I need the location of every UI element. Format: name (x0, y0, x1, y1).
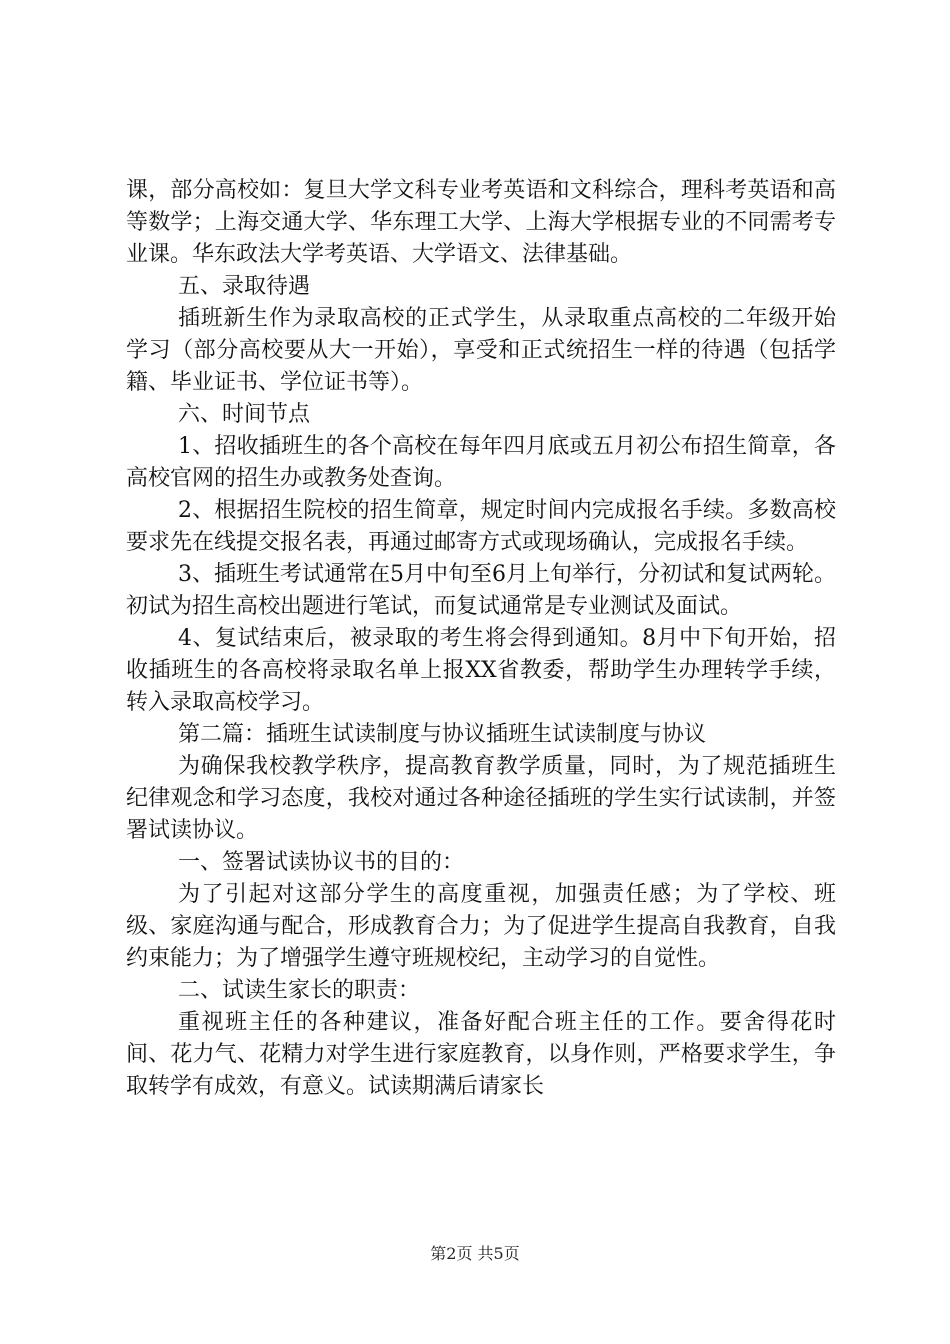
paragraph: 插班新生作为录取高校的正式学生，从录取重点高校的二年级开始学习（部分高校要从大一开始），享受和正式统招生一样的待遇（包括学籍、毕业证书、学位证书等）。 (126, 306, 836, 395)
paragraph: 为了引起对这部分学生的高度重视，加强责任感；为了学校、班级、家庭沟通与配合，形成教育合力；为了促进学生提高自我教育，自我约束能力；为了增强学生遵守班规校纪，主动学习的自觉性。 (126, 882, 836, 971)
paragraph: 重视班主任的各种建议，准备好配合班主任的工作。要舍得花时间、花力气、花精力对学生进行家庭教育，以身作则，严格要求学生，争取转学有成效，有意义。试读期满后请家长 (126, 1010, 836, 1099)
list-item: 2、根据招生院校的招生简章，规定时间内完成报名手续。多数高校要求先在线提交报名表，再通过邮寄方式或现场确认，完成报名手续。 (126, 498, 836, 555)
section-heading-timeline: 六、时间节点 (178, 402, 311, 427)
list-item: 3、插班生考试通常在5月中旬至6月上旬举行，分初试和复试两轮。初试为招生高校出题进行笔试，而复试通常是专业测试及面试。 (126, 562, 836, 619)
list-item: 1、招收插班生的各个高校在每年四月底或五月初公布招生简章，各高校官网的招生办或教务处查询。 (126, 434, 836, 491)
chapter-title: 第二篇：插班生试读制度与协议插班生试读制度与协议 (178, 722, 707, 747)
section-heading-purpose: 一、签署试读协议书的目的： (178, 850, 465, 875)
page-number-footer: 第2页 共5页 (430, 1244, 520, 1263)
section-heading-parent-duties: 二、试读生家长的职责： (178, 978, 421, 1003)
section-heading-admission-benefits: 五、录取待遇 (178, 274, 311, 299)
document-body (126, 175, 836, 1103)
list-item: 4、复试结束后，被录取的考生将会得到通知。8月中下旬开始，招收插班生的各高校将录取名单上报XX省教委，帮助学生办理转学手续，转入录取高校学习。 (126, 626, 836, 715)
paragraph-continuation: 课，部分高校如：复旦大学文科专业考英语和文科综合，理科考英语和高等数学；上海交通大学、华东理工大学、上海大学根据专业的不同需考专业课。华东政法大学考英语、大学语文、法律基础。 (126, 178, 836, 267)
paragraph: 为确保我校教学秩序，提高教育教学质量，同时，为了规范插班生纪律观念和学习态度，我校对通过各种途径插班的学生实行试读制，并签署试读协议。 (126, 754, 836, 843)
